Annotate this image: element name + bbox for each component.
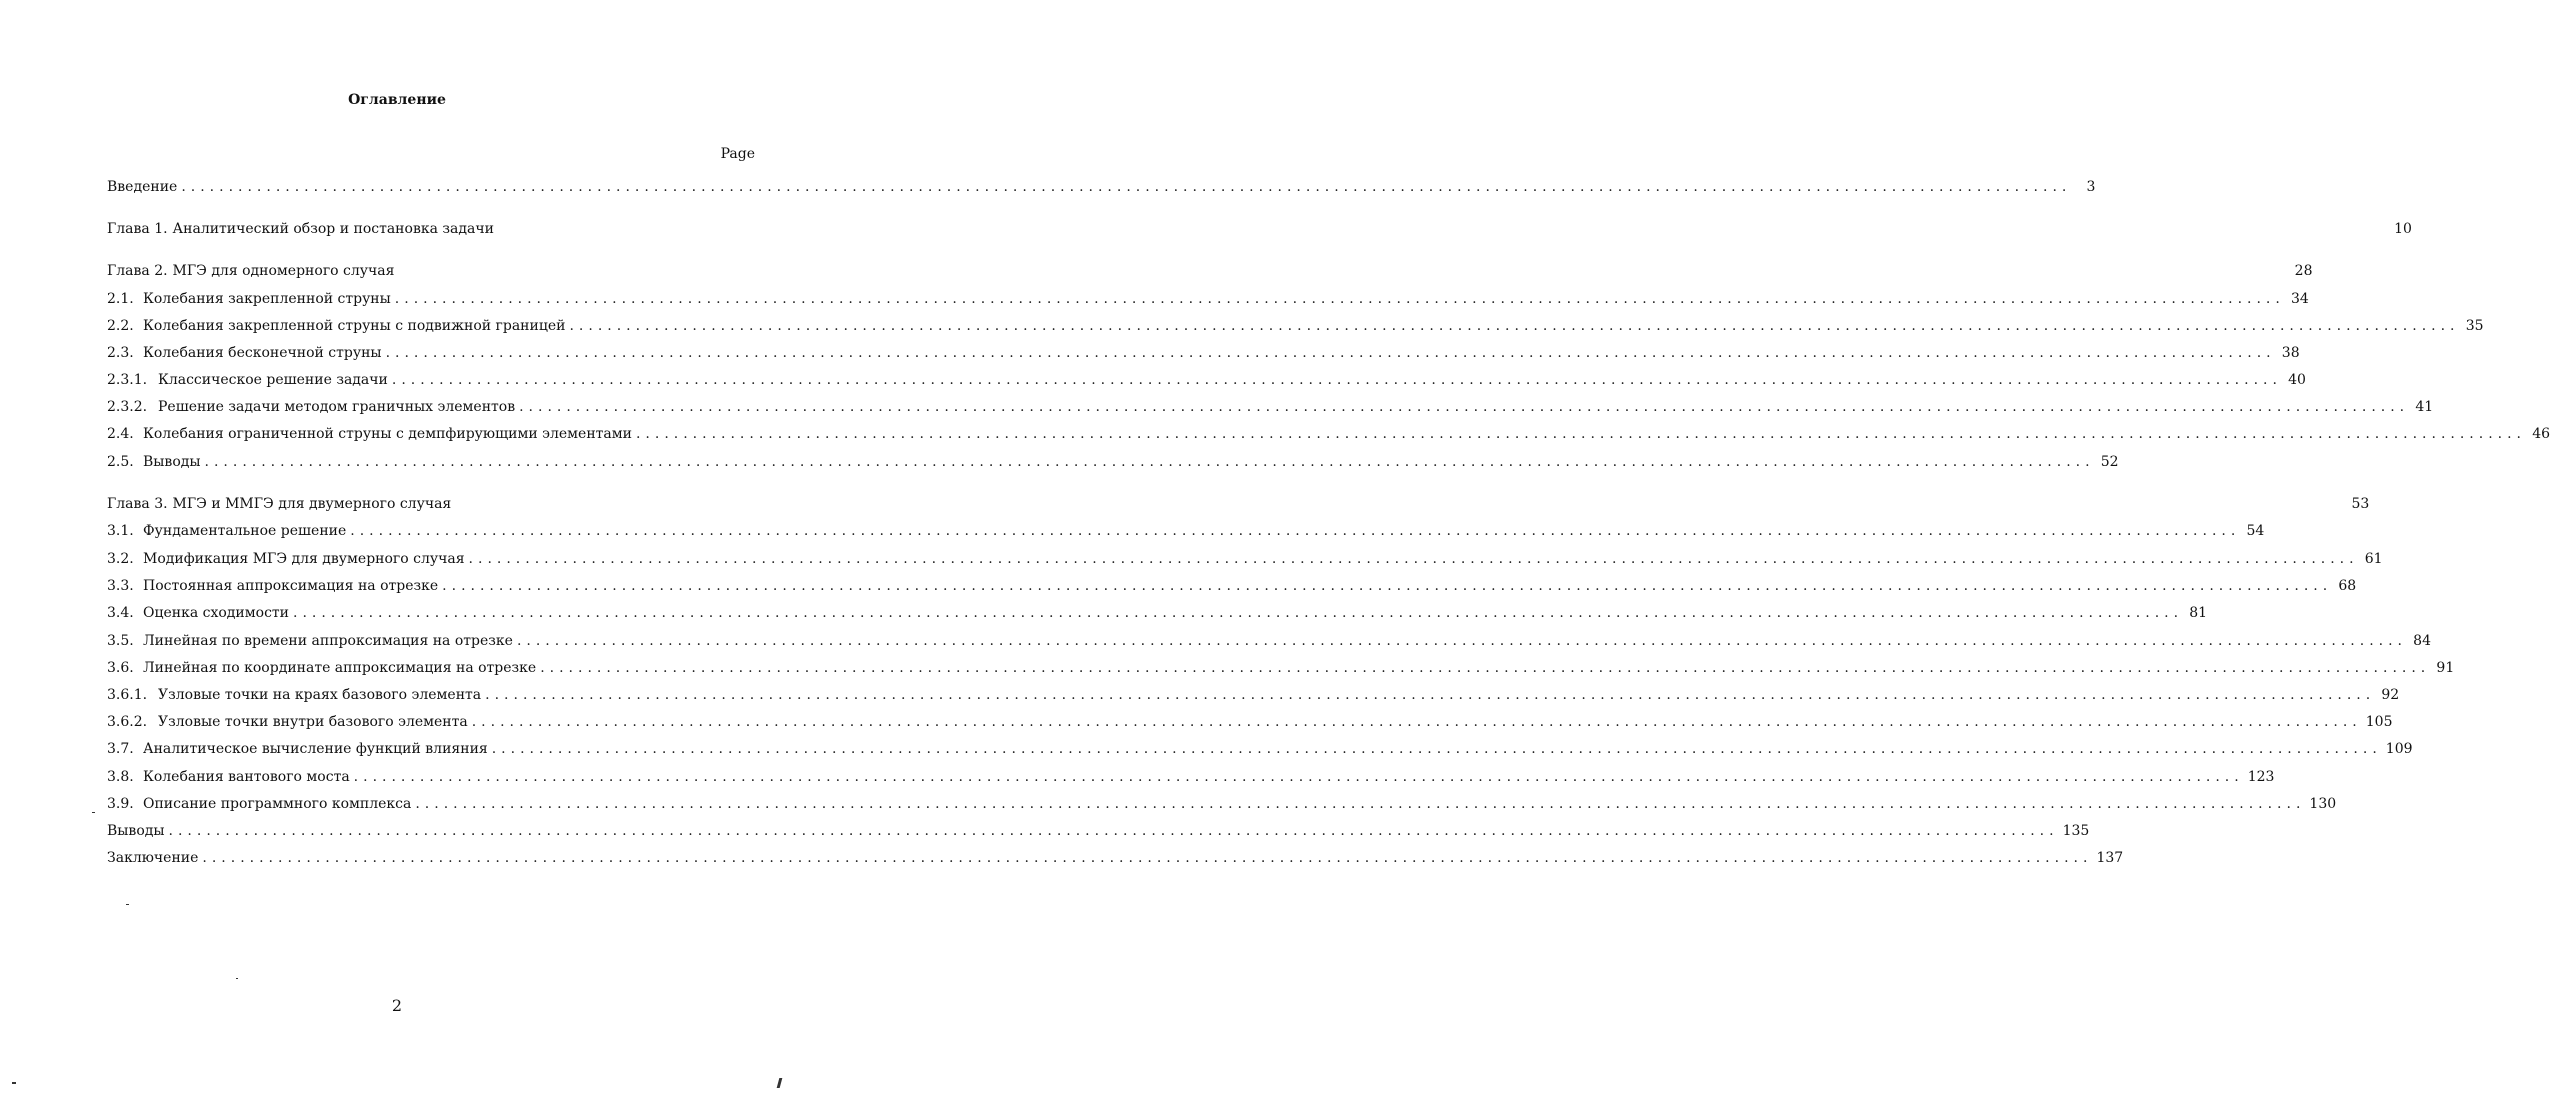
toc-entry-page: 35 [2465, 318, 2484, 334]
toc-entry [107, 549, 2383, 569]
toc-entry-title: Колебания закрепленной струны с подвижной границей [143, 318, 566, 334]
toc-entry-title: Постоянная аппроксимация на отрезке [143, 578, 439, 594]
toc-entry [107, 739, 2413, 759]
dot-leader: ........................................................................................................................................................................................................ [415, 796, 2306, 812]
toc-entry-title: Выводы [143, 454, 201, 470]
toc-entry-page: 91 [2436, 660, 2455, 676]
toc-entry [107, 397, 2434, 417]
toc-entry-page: 40 [2288, 372, 2306, 388]
toc-entry [107, 316, 2484, 336]
toc-entry [107, 794, 2337, 814]
toc-entry-number: 3.6.1. [107, 687, 148, 703]
toc-entry [107, 658, 2455, 678]
toc-entry-page: 109 [2385, 741, 2413, 757]
toc-entry [107, 289, 2309, 309]
toc-entry-page: 84 [2413, 633, 2431, 649]
toc-entry-page: 53 [2351, 496, 2370, 512]
toc-entry-number: 3.6.2. [107, 714, 148, 730]
dot-leader: ........................................................................................................................................................................................................ [202, 850, 2093, 866]
toc-entry-number: 2.1. [107, 291, 134, 307]
toc-entry-number: 3.5. [107, 633, 134, 649]
toc-entry-number: 3.6. [107, 660, 134, 676]
toc-entry-page: 105 [2365, 714, 2393, 730]
toc-entry-title: МГЭ для одномерного случая [172, 263, 395, 279]
dot-leader: ........................................................................................................................................................................................................ [442, 578, 2333, 594]
toc-entry-number: 2.3. [107, 345, 134, 361]
toc-entry-page: 130 [2309, 796, 2337, 812]
toc-entry-title: Узловые точки на краях базового элемента [158, 687, 482, 703]
toc-entry-number: 2.2. [107, 318, 134, 334]
toc-entry-title: Узловые точки внутри базового элемента [158, 714, 468, 730]
dot-leader: ........................................................................................................................................................................................................ [468, 551, 2359, 567]
toc-entry-title: МГЭ и ММГЭ для двумерного случая [172, 496, 452, 512]
toc-entry-title: Оценка сходимости [143, 605, 289, 621]
toc-entry-number: 2.3.1. [107, 372, 148, 388]
toc-entry [107, 712, 2393, 732]
toc-entry-page: 81 [2189, 605, 2208, 621]
scan-speck [236, 978, 238, 979]
dot-leader: ........................................................................................................................................................................................................ [569, 318, 2460, 334]
toc-entry [107, 452, 2119, 472]
toc-entry-title: Фундаментальное решение [143, 523, 347, 539]
toc-entry-page: 54 [2246, 523, 2265, 539]
dot-leader: ........................................................................................................................................................................................................ [168, 823, 2059, 839]
scan-speck [12, 1082, 16, 1084]
toc-entry-number: 3.4. [107, 605, 134, 621]
toc-entry-title: Колебания вантового моста [143, 769, 350, 785]
toc-entry-title: Модификация МГЭ для двумерного случая [143, 551, 465, 567]
toc-entry-title: Описание программного комплекса [143, 796, 412, 812]
scan-speck [92, 812, 95, 813]
toc-entry-number: 3.3. [107, 578, 134, 594]
dot-leader: ........................................................................................................................................................................................................ [181, 179, 2072, 195]
toc-entry-title: Классическое решение задачи [158, 372, 388, 388]
toc-entry-number: 3.2. [107, 551, 134, 567]
toc-entry-title: Аналитический обзор и постановка задачи [172, 221, 494, 237]
toc-entry-page: 92 [2381, 687, 2400, 703]
toc-entry-page: 28 [2294, 263, 2313, 279]
toc-entry-title: Решение задачи методом граничных элементов [158, 399, 516, 415]
toc-entry-page: 10 [2394, 221, 2412, 237]
toc-entry-page: 135 [2062, 823, 2090, 839]
toc-entry-number: 2.3.2. [107, 399, 148, 415]
dot-leader: ........................................................................................................................................................................................................ [635, 426, 2527, 442]
toc-entry [107, 576, 2357, 596]
toc-entry [107, 603, 2208, 623]
toc-entry [107, 631, 2431, 651]
toc-entry-page: 61 [2364, 551, 2383, 567]
dot-leader: ........................................................................................................................................................................................................ [491, 741, 2382, 757]
page-number: 2 [391, 996, 403, 1015]
dot-leader: ........................................................................................................................................................................................................ [471, 714, 2362, 730]
toc-entry-page: 68 [2338, 578, 2357, 594]
dot-leader: ........................................................................................................................................................................................................ [293, 605, 2184, 621]
toc-entry-number: Глава 1. [107, 221, 168, 237]
toc-entry-page: 38 [2281, 345, 2300, 361]
toc-title: Оглавление [348, 92, 446, 108]
toc-entry-page: 41 [2415, 399, 2434, 415]
toc-entry [107, 767, 2275, 787]
toc-entry-page: 3 [2086, 179, 2096, 195]
toc-entry [107, 219, 2412, 239]
dot-leader: ........................................................................................................................................................................................................ [485, 687, 2376, 703]
dot-leader: ........................................................................................................................................................................................................ [350, 523, 2241, 539]
toc-entry-title: Колебания закрепленной струны [143, 291, 391, 307]
toc-entry-title: Линейная по времени аппроксимация на отрезке [143, 633, 513, 649]
toc-entry-page: 46 [2532, 426, 2550, 442]
dot-leader: ........................................................................................................................................................................................................ [394, 291, 2285, 307]
dot-leader: ........................................................................................................................................................................................................ [385, 345, 2276, 361]
toc-entry [107, 177, 2096, 197]
toc-entry-number: 2.5. [107, 454, 134, 470]
toc-entry-number: Глава 2. [107, 263, 168, 279]
toc-entry-page: 123 [2247, 769, 2275, 785]
toc-entry [107, 343, 2300, 363]
dot-leader: ........................................................................................................................................................................................................ [204, 454, 2095, 470]
toc-entry [107, 521, 2265, 541]
toc-entry-title: Введение [107, 179, 178, 195]
toc-entry-number: 3.9. [107, 796, 134, 812]
dot-leader: ........................................................................................................................................................................................................ [540, 660, 2431, 676]
dot-leader: ........................................................................................................................................................................................................ [519, 399, 2410, 415]
dot-leader: ........................................................................................................................................................................................................ [391, 372, 2282, 388]
toc-entry-number: Глава 3. [107, 496, 168, 512]
toc-entry-page: 137 [2096, 850, 2124, 866]
toc-entry [107, 261, 2313, 281]
toc-entry-title: Линейная по координате аппроксимация на отрезке [143, 660, 537, 676]
scan-speck [777, 1078, 783, 1088]
toc-entry-title: Аналитическое вычисление функций влияния [143, 741, 488, 757]
dot-leader: ........................................................................................................................................................................................................ [516, 633, 2407, 649]
toc-entry [107, 424, 2550, 444]
toc-entry-title: Колебания ограниченной струны с демпфирующими элементами [143, 426, 632, 442]
toc-entry-number: 3.1. [107, 523, 134, 539]
toc-entry-title: Колебания бесконечной струны [143, 345, 382, 361]
toc-entry [107, 685, 2400, 705]
toc-entry [107, 821, 2090, 841]
toc-entry-number: 2.4. [107, 426, 134, 442]
toc-entry-page: 52 [2100, 454, 2119, 470]
scan-speck [126, 904, 129, 905]
toc-entry [107, 848, 2124, 868]
page-column-header: Page [720, 146, 755, 162]
dot-leader: ........................................................................................................................................................................................................ [353, 769, 2244, 785]
toc-entry-page: 34 [2291, 291, 2309, 307]
toc-entry-number: 3.7. [107, 741, 134, 757]
toc-entry-title: Выводы [107, 823, 165, 839]
toc-entry [107, 494, 2370, 514]
toc-entry-number: 3.8. [107, 769, 134, 785]
toc-entry-title: Заключение [107, 850, 199, 866]
toc-entry [107, 370, 2306, 390]
